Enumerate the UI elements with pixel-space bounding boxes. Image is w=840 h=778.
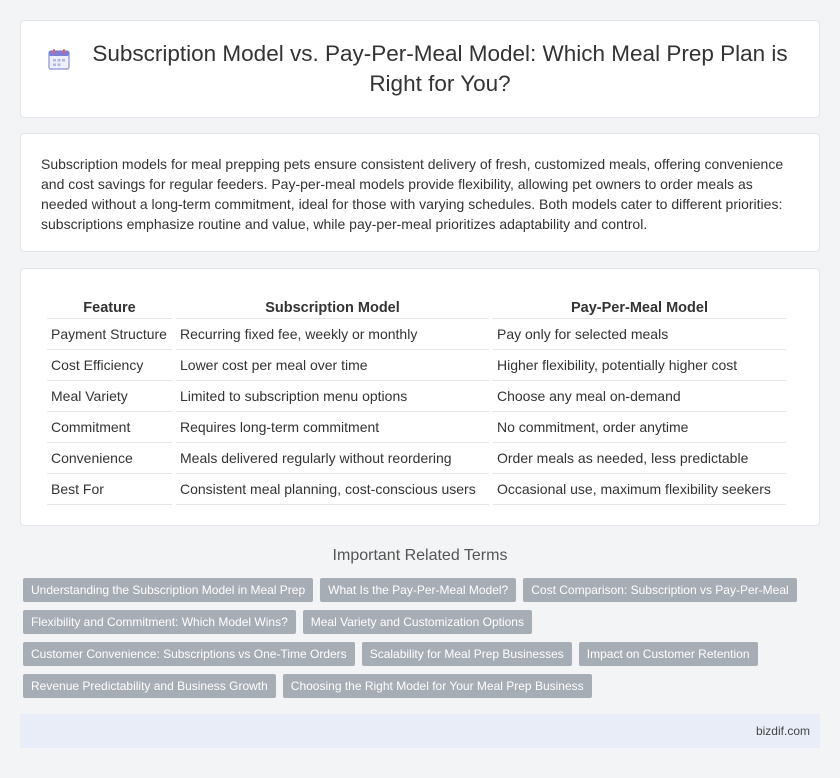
table-cell-feature: Meal Variety [47,381,172,412]
related-term-tag[interactable]: Meal Variety and Customization Options [303,610,532,634]
table-cell-feature: Convenience [47,443,172,474]
tag-row [23,578,820,602]
related-term-tag[interactable]: Choosing the Right Model for Your Meal Prep Business [283,674,592,698]
related-term-tag[interactable]: Customer Convenience: Subscriptions vs One-Time Orders [23,642,355,666]
column-header-subscription: Subscription Model [176,297,489,319]
related-term-tag[interactable]: Scalability for Meal Prep Businesses [362,642,572,666]
table-cell-pay-per-meal: Choose any meal on-demand [493,381,786,412]
table-cell-pay-per-meal: No commitment, order anytime [493,412,786,443]
table-cell-pay-per-meal: Occasional use, maximum flexibility seekers [493,474,786,505]
table-row [47,412,786,443]
intro-card [20,133,820,252]
table-row [47,381,786,412]
related-terms-list [20,578,820,706]
title-card [20,20,820,118]
related-term-tag[interactable]: Cost Comparison: Subscription vs Pay-Per-Meal [523,578,796,602]
page-title: Subscription Model vs. Pay-Per-Meal Model: Which Meal Prep Plan is Right for You? [92,41,788,96]
column-header-pay-per-meal: Pay-Per-Meal Model [493,297,786,319]
table-row [47,319,786,350]
comparison-table [43,297,790,505]
intro-paragraph: Subscription models for meal prepping pets ensure consistent delivery of fresh, customized meals, offering convenience and cost savings for regular feeders. Pay-per-meal models provide flexibility, allowing pet owners to order meals as needed without a long-term commitment, ideal for those with varying schedules. Both models cater to different priorities: subscriptions emphasize routine and value, while pay-per-meal prioritizes adaptability and control. [41,156,784,232]
table-cell-feature: Best For [47,474,172,505]
table-cell-feature: Cost Efficiency [47,350,172,381]
related-terms-heading: Important Related Terms [332,547,508,564]
tag-row [23,674,820,698]
table-cell-subscription: Lower cost per meal over time [176,350,489,381]
table-cell-subscription: Limited to subscription menu options [176,381,489,412]
table-cell-feature: Payment Structure [47,319,172,350]
table-cell-pay-per-meal: Order meals as needed, less predictable [493,443,786,474]
table-cell-subscription: Requires long-term commitment [176,412,489,443]
table-cell-feature: Commitment [47,412,172,443]
related-term-tag[interactable]: What Is the Pay-Per-Meal Model? [320,578,516,602]
table-cell-subscription: Recurring fixed fee, weekly or monthly [176,319,489,350]
table-cell-pay-per-meal: Higher flexibility, potentially higher cost [493,350,786,381]
tag-row [23,610,820,634]
related-term-tag[interactable]: Revenue Predictability and Business Growth [23,674,276,698]
table-cell-pay-per-meal: Pay only for selected meals [493,319,786,350]
table-header-row [47,297,786,319]
tag-row [23,642,820,666]
comparison-card [20,268,820,526]
table-row [47,474,786,505]
table-cell-subscription: Consistent meal planning, cost-conscious users [176,474,489,505]
column-header-feature: Feature [47,297,172,319]
related-term-tag[interactable]: Understanding the Subscription Model in Meal Prep [23,578,313,602]
table-row [47,350,786,381]
related-term-tag[interactable]: Flexibility and Commitment: Which Model Wins? [23,610,296,634]
footer [20,714,820,748]
related-term-tag[interactable]: Impact on Customer Retention [579,642,758,666]
table-cell-subscription: Meals delivered regularly without reordering [176,443,489,474]
footer-brand[interactable]: bizdif.com [755,724,810,738]
table-row [47,443,786,474]
